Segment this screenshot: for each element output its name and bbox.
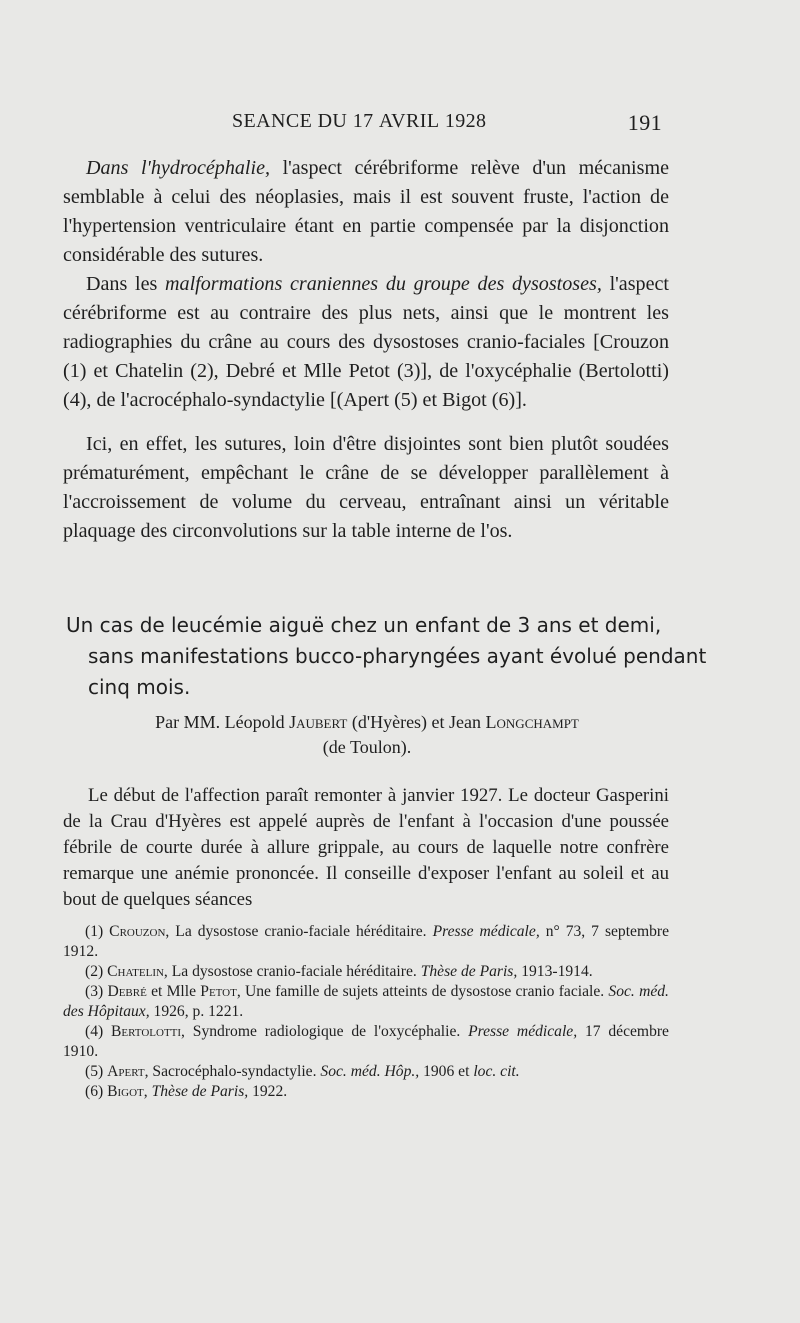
- running-header: [232, 110, 662, 140]
- footnote-1: (1) Crouzon, La dysostose cranio-faciale héréditaire. Presse médicale, n° 73, 7 septembre 1912.: [63, 923, 670, 960]
- session-title-prefix: SEANCE DU: [232, 110, 348, 132]
- paragraph-hydrocephalie: [63, 154, 669, 270]
- malformations-intro: Dans les: [86, 273, 166, 295]
- author-longchampt-place: (de Toulon).: [322, 737, 412, 757]
- footnote-6: (6) Bigot, Thèse de Paris, 1922.: [85, 1083, 288, 1100]
- sutures-text: Ici, en effet, les sutures, loin d'être disjointes sont bien plutôt soudées prématurément, empêchant le crâne de se développer parallèlement à l'accroissement de volume du cerveau, entraînant ainsi un véritable plaquage des circonvolutions sur la table interne de l'os.: [63, 433, 669, 542]
- paragraph-sutures: [63, 430, 669, 546]
- session-month: AVRIL: [378, 110, 440, 132]
- article-title-line-2: sans manifestations bucco-pharyngées ayant évolué pendant: [88, 644, 707, 668]
- article-title: [66, 610, 707, 703]
- footnotes: [63, 922, 669, 1102]
- malformations-text: l'aspect cérébriforme est au contraire des plus nets, ainsi que le montrent les radiographies du crâne au cours des dysostoses cranio-faciales [Crouzon (1) et Chatelin (2), Debré et Mlle Petot (3)], de l'oxycéphalie (Bertolotti) (4), de l'acrocéphalo-syndactylie [(Apert (5) et Bigot (6)].: [63, 273, 669, 411]
- hydrocephalie-term: Dans l'hydrocéphalie,: [86, 157, 271, 179]
- footnote-2: (2) Chatelin, La dysostose cranio-faciale héréditaire. Thèse de Paris, 1913-1914.: [85, 963, 593, 980]
- paragraph-malformations: [63, 270, 669, 415]
- case-description: Le début de l'affection paraît remonter à janvier 1927. Le docteur Gasperini de la Crau d'Hyères est appelé auprès de l'enfant à l'occasion d'une poussée fébrile de courte durée à allure grippale, au cours de laquelle notre confrère remarque une anémie prononcée. Il conseille d'exposer l'enfant au soleil et au bout de quelques séances: [63, 785, 669, 910]
- article-title-line-3: cinq mois.: [88, 675, 191, 699]
- author-jaubert: Jaubert: [289, 712, 348, 732]
- author-jaubert-place: (d'Hyères) et Jean: [351, 712, 482, 732]
- session-day: 17: [352, 110, 374, 132]
- footnote-4: (4) Bertolotti, Syndrome radiologique de l'oxycéphalie. Presse médicale, 17 décembre 1910.: [63, 1023, 669, 1060]
- malformations-term: malformations craniennes du groupe des dysostoses,: [165, 273, 602, 295]
- session-year: 1928: [444, 110, 487, 132]
- hydrocephalie-text: l'aspect cérébriforme relève d'un mécanisme semblable à celui des néoplasies, mais il est souvent fruste, l'action de l'hypertension ventriculaire étant en partie compensée par la disjonction considérable des sutures.: [63, 157, 669, 266]
- session-heading: [232, 110, 486, 133]
- author-longchampt: Longchampt: [485, 712, 579, 732]
- page-number: 191: [627, 110, 662, 135]
- footnote-5: (5) Apert, Sacrocéphalo-syndactylie. Soc. méd. Hôp., 1906 et loc. cit.: [85, 1063, 520, 1080]
- footnote-3: (3) Debré et Mlle Petot, Une famille de sujets atteints de dysostose cranio faciale. Soc. méd. des Hôpitaux, 1926, p. 1221.: [63, 983, 669, 1020]
- authors-prefix: Par MM. Léopold: [155, 712, 285, 732]
- article-authors: [66, 710, 668, 760]
- article-title-line-1: Un cas de leucémie aiguë chez un enfant de 3 ans et demi,: [66, 613, 662, 637]
